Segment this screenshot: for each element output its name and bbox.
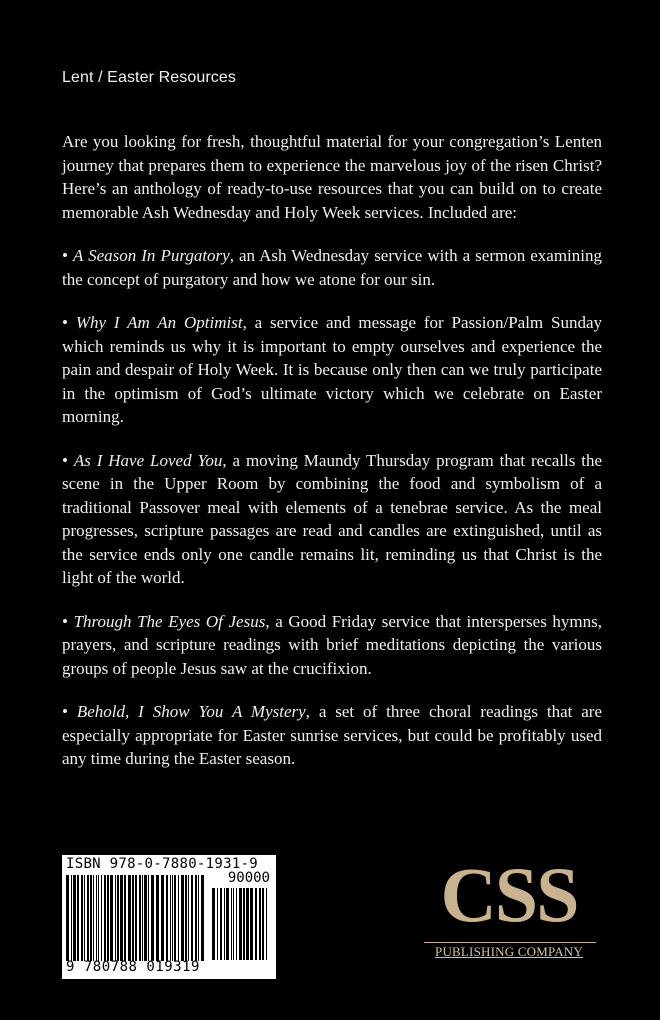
logo-wordmark: CSS — [440, 851, 578, 938]
intro-paragraph: Are you looking for fresh, thoughtful material for your congregation’s Lenten journey that prepares them to experience the marvelous joy of the risen Christ? Here’s an anthology of ready-to-use resources that you can build on to create memorable Ash Wednesday and Holy Week services. Included are: — [62, 132, 602, 222]
barcode-bar — [250, 888, 253, 960]
barcode-bar — [84, 875, 85, 961]
barcode-bar — [139, 875, 141, 961]
resource-title: A Season In Purgatory — [72, 246, 230, 265]
resource-title: As I Have Loved You — [73, 450, 223, 470]
barcode-bar — [181, 875, 184, 961]
barcode-bar — [124, 875, 126, 961]
barcode-bar — [161, 875, 164, 961]
barcode-bar — [66, 875, 69, 961]
barcode-bar — [226, 888, 229, 960]
barcode-bar — [90, 875, 92, 961]
ean-digits: 9 780788 019319 — [66, 959, 200, 975]
resource-title: Behold, I Show You A Mystery — [76, 702, 306, 721]
back-cover-description — [62, 130, 602, 791]
barcode-bar — [117, 875, 119, 961]
barcode-bar — [188, 875, 189, 961]
barcode-bar — [191, 875, 193, 961]
barcode-bars — [66, 875, 206, 961]
barcode-bar — [93, 875, 94, 961]
barcode-bar — [87, 875, 89, 961]
barcode-bar — [185, 875, 187, 961]
resource-item — [62, 610, 602, 681]
isbn-number: ISBN 978-0-7880-1931-9 — [66, 856, 259, 872]
barcode-bar — [266, 888, 267, 960]
barcode-bar — [115, 875, 116, 961]
barcode-bar — [178, 875, 179, 961]
barcode-bar — [259, 888, 261, 960]
barcode-bar — [198, 875, 199, 961]
barcode-bar — [135, 875, 137, 961]
category-label: Lent / Easter Resources — [62, 69, 236, 86]
barcode-bar — [110, 875, 113, 961]
barcode-bar — [77, 875, 79, 961]
barcode-bar — [144, 875, 147, 961]
barcode-bar — [98, 875, 99, 961]
barcode-bar — [212, 888, 215, 960]
resource-item — [62, 311, 602, 429]
resource-description: , a service and message for Passion/Palm Sunday which reminds us why it is important to empty ourselves and experience the pain and despair of Holy Week. It is because only then can we truly participate in the optimism of God’s ultimate victory which we celebrate on Easter morning. — [62, 313, 603, 426]
barcode-bar — [142, 875, 143, 961]
barcode-bar — [231, 888, 232, 960]
resource-title: Through The Eyes Of Jesus — [73, 611, 266, 631]
barcode-bar — [236, 888, 237, 960]
logo-divider — [424, 942, 596, 943]
barcode-bar — [104, 875, 106, 961]
barcode-bar — [246, 888, 249, 960]
barcode-bar — [156, 875, 159, 961]
barcode-bar — [255, 888, 257, 960]
barcode-bar — [170, 875, 171, 961]
publisher-name: PUBLISHING COMPANY — [435, 944, 583, 959]
barcode-bar — [201, 875, 204, 961]
barcode-bar — [217, 888, 218, 960]
resource-item — [62, 700, 602, 771]
barcode-bar — [262, 888, 264, 960]
resource-item — [62, 244, 602, 291]
resource-title: Why I Am An Optimist — [75, 313, 243, 332]
publisher-logo — [420, 851, 598, 962]
barcode-bar — [71, 875, 72, 961]
resource-description: , a Good Friday service that intersperses hymns, prayers, and scripture readings with brief meditations depicting the various groups of people Jesus saw at the crucifixion. — [62, 611, 602, 678]
resource-description: , a moving Maundy Thursday program that recalls the scene in the Upper Room by combining the food and symbolism of a traditional Passover meal with elements of a tenebrae service. As the meal progresses, scripture passages are read and candles are extinguished, until as the service ends only one candle remains lit, reminding us that Christ is the light of the world. — [62, 450, 603, 587]
barcode-bar — [233, 888, 234, 960]
barcode-bar — [96, 875, 97, 961]
barcode-bar — [107, 875, 109, 961]
barcode-bar — [73, 875, 76, 961]
bullet: • — [62, 702, 68, 721]
barcode-bar — [148, 875, 149, 961]
barcode-bar — [166, 875, 168, 961]
barcode-bar — [132, 875, 134, 961]
barcode-bar — [81, 875, 83, 961]
barcode-bar — [120, 875, 123, 961]
barcode-bar — [195, 875, 197, 961]
bullet: • — [62, 246, 68, 265]
addon-barcode-bars — [212, 888, 270, 960]
bullet: • — [62, 450, 68, 470]
resource-description: , a set of three choral readings that are especially appropriate for Easter sunrise services, but could be profitably used any time during the Easter season. — [62, 702, 602, 768]
barcode-bar — [128, 875, 131, 961]
barcode-bar — [224, 888, 225, 960]
barcode-bar — [243, 888, 245, 960]
barcode-bar — [220, 888, 222, 960]
barcode-bar — [239, 888, 242, 960]
resource-description: , an Ash Wednesday service with a sermon examining the concept of purgatory and how we atone for our sin. — [62, 246, 603, 289]
barcode-bar — [174, 875, 176, 961]
isbn-barcode — [62, 855, 276, 979]
price-code: 90000 — [227, 870, 270, 886]
bullet: • — [62, 313, 68, 332]
resource-item — [62, 449, 602, 590]
barcode-bar — [172, 875, 173, 961]
barcode-bar — [151, 875, 154, 961]
barcode-bar — [101, 875, 102, 961]
bullet: • — [62, 611, 68, 631]
